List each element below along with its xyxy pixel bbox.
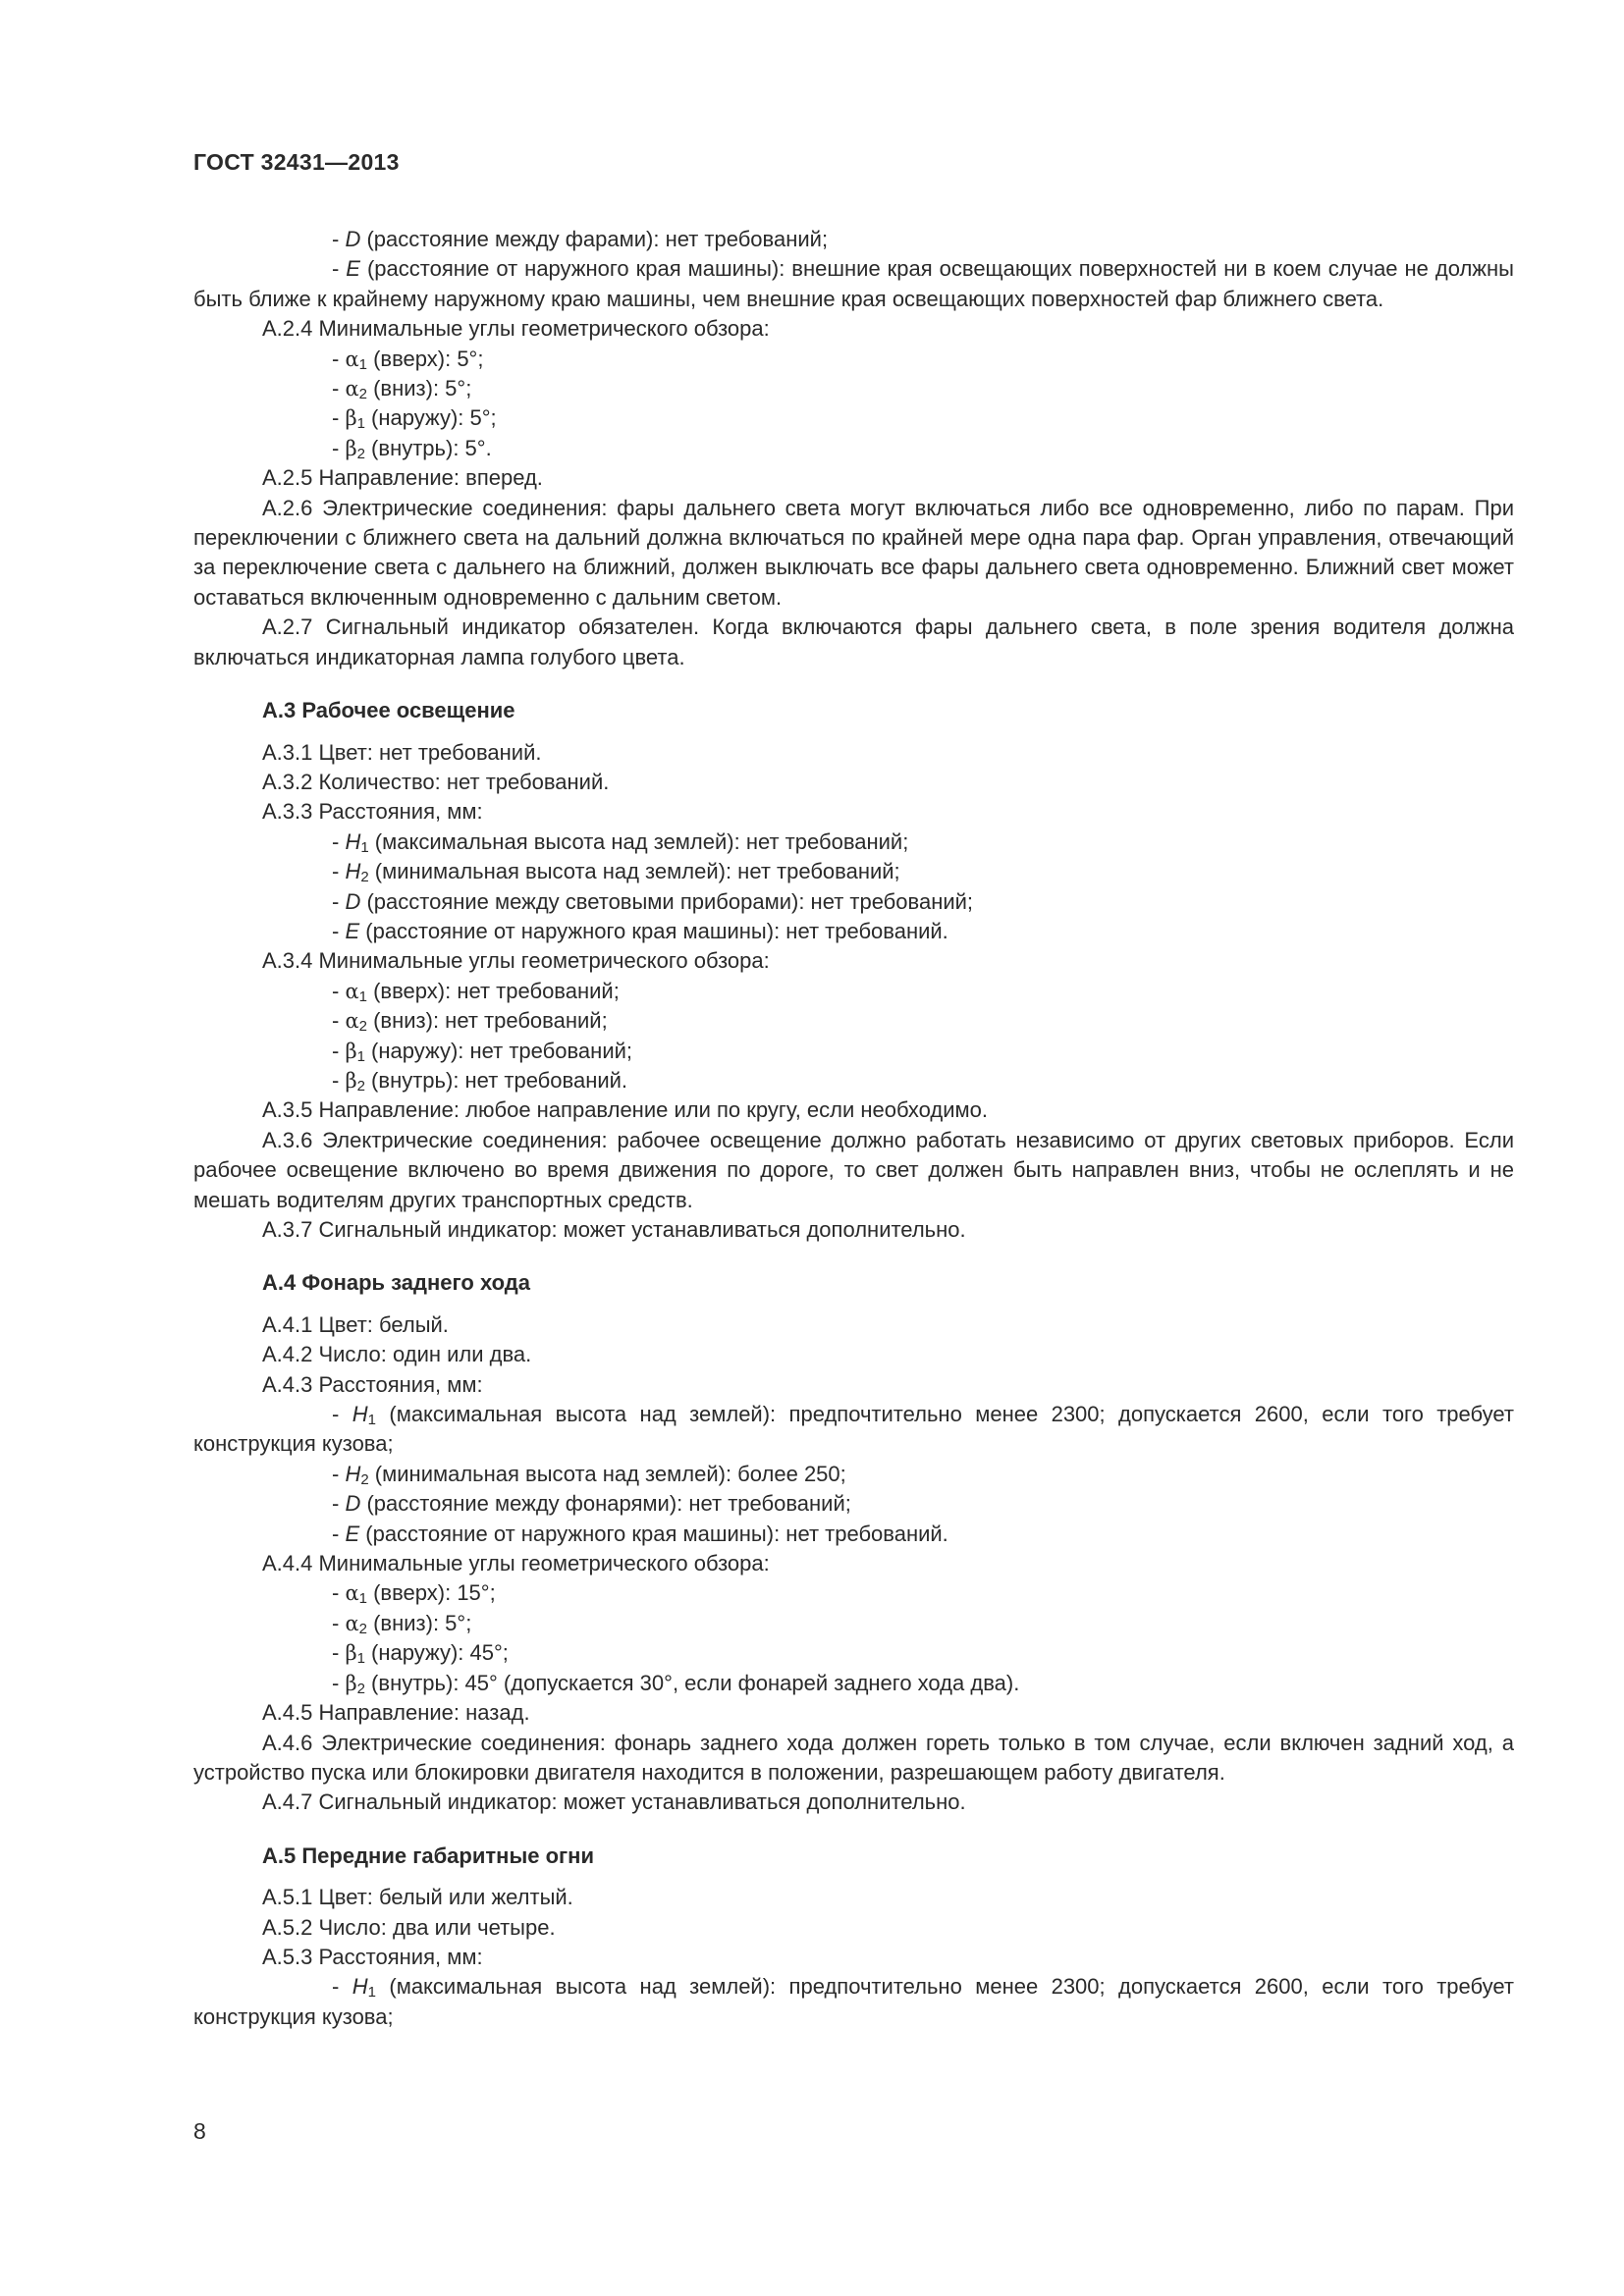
list-item-text: (максимальная высота над землей): предпочтительно менее 2300; допускается 2600, если того требует конструкция кузова; bbox=[193, 1402, 1514, 1457]
variable-symbol: E bbox=[346, 256, 360, 282]
section-heading: А.5 Передние габаритные огни bbox=[262, 1842, 594, 1868]
list-marker: - bbox=[332, 1067, 346, 1093]
list-marker: - bbox=[332, 1008, 346, 1034]
page-number: 8 bbox=[193, 2118, 206, 2144]
list-item-text: (наружу): 5°; bbox=[364, 405, 497, 431]
paragraph: А.3.4 Минимальные углы геометрического обзора: bbox=[262, 948, 770, 974]
list-item bbox=[193, 1972, 1514, 2032]
paragraph: А.4.3 Расстояния, мм: bbox=[262, 1371, 483, 1397]
greek-symbol: β bbox=[345, 1641, 357, 1666]
list-marker: - bbox=[332, 1580, 346, 1606]
list-item bbox=[193, 1520, 1514, 1549]
list-item bbox=[193, 1669, 1514, 1698]
greek-symbol: α bbox=[345, 1009, 359, 1034]
subscript-index: 1 bbox=[367, 1412, 376, 1429]
list-item bbox=[193, 225, 1514, 254]
greek-symbol: α bbox=[345, 979, 359, 1003]
list-marker: - bbox=[332, 346, 346, 371]
list-item-text: (наружу): нет требований; bbox=[364, 1038, 633, 1063]
subscript-index: 1 bbox=[367, 1984, 376, 2002]
list-marker: - bbox=[332, 1521, 346, 1546]
list-item-text: (вниз): 5°; bbox=[366, 376, 472, 401]
list-item bbox=[193, 345, 1514, 374]
greek-symbol: α bbox=[345, 1611, 359, 1635]
section-heading: А.3 Рабочее освещение bbox=[262, 698, 515, 723]
list-item bbox=[193, 1609, 1514, 1638]
paragraph: А.2.5 Направление: вперед. bbox=[262, 465, 543, 491]
greek-symbol: β bbox=[345, 1068, 357, 1093]
list-marker: - bbox=[332, 227, 346, 251]
list-marker: - bbox=[332, 256, 347, 282]
subscript-index: 2 bbox=[360, 869, 369, 886]
subscript-index: 2 bbox=[356, 1680, 365, 1697]
list-item-text: (минимальная высота над землей): более 250; bbox=[368, 1461, 846, 1486]
list-marker: - bbox=[332, 1402, 352, 1427]
subscript-index: 1 bbox=[356, 1047, 365, 1065]
variable-symbol: D bbox=[345, 1491, 361, 1517]
variable-symbol: H bbox=[352, 1974, 368, 2000]
list-item-text: (вверх): нет требований; bbox=[366, 978, 620, 1003]
list-marker: - bbox=[332, 1974, 352, 2000]
list-item-text: (внутрь): нет требований. bbox=[364, 1067, 628, 1093]
list-item bbox=[193, 1037, 1514, 1066]
list-marker: - bbox=[332, 1610, 346, 1635]
list-item-text: (максимальная высота над землей): нет требований; bbox=[368, 828, 909, 854]
paragraph: А.3.2 Количество: нет требований. bbox=[262, 769, 610, 794]
list-item-text: (расстояние от наружного края машины): внешние края освещающих поверхностей ни в коем случае не должны быть ближе к крайнему наружному краю машины, чем внешние края освещающих поверхностей фар ближнего света. bbox=[193, 256, 1514, 311]
list-item-text: (расстояние от наружного края машины): нет требований. bbox=[359, 918, 948, 943]
paragraph: А.4.5 Направление: назад. bbox=[262, 1700, 530, 1726]
list-item-text: (расстояние между фарами): нет требований; bbox=[360, 227, 829, 251]
paragraph: А.5.2 Число: два или четыре. bbox=[262, 1914, 556, 1940]
subscript-index: 2 bbox=[358, 386, 367, 403]
paragraph: А.2.7 Сигнальный индикатор обязателен. Когда включаются фары дальнего света, в поле зрения водителя должна включаться индикаторная лампа голубого цвета. bbox=[193, 614, 1514, 669]
greek-symbol: β bbox=[345, 1039, 357, 1063]
greek-symbol: α bbox=[345, 347, 359, 371]
variable-symbol: D bbox=[345, 888, 361, 914]
subscript-index: 2 bbox=[358, 1620, 367, 1637]
list-item bbox=[193, 434, 1514, 463]
paragraph: А.3.5 Направление: любое направление или по кругу, если необходимо. bbox=[262, 1097, 988, 1123]
paragraph: А.2.4 Минимальные углы геометрического обзора: bbox=[262, 316, 770, 342]
paragraph: А.3.6 Электрические соединения: рабочее освещение должно работать независимо от других световых приборов. Если рабочее освещение включено во время движения по дороге, то свет должен быть направлен вниз, чтобы не ослеплять и не мешать водителям других транспортных средств. bbox=[193, 1127, 1514, 1212]
list-item-text: (расстояние между фонарями): нет требований; bbox=[360, 1491, 851, 1517]
paragraph: А.4.1 Цвет: белый. bbox=[262, 1311, 449, 1337]
list-marker: - bbox=[332, 376, 346, 401]
list-item bbox=[193, 1489, 1514, 1519]
variable-symbol: H bbox=[352, 1402, 368, 1427]
subscript-index: 2 bbox=[356, 1077, 365, 1095]
list-marker: - bbox=[332, 1640, 346, 1666]
list-item-text: (вниз): нет требований; bbox=[366, 1008, 608, 1034]
variable-symbol: H bbox=[345, 828, 361, 854]
list-item-text: (расстояние между световыми приборами): нет требований; bbox=[360, 888, 974, 914]
paragraph: А.4.7 Сигнальный индикатор: может устанавливаться дополнительно. bbox=[262, 1789, 966, 1815]
list-item bbox=[193, 828, 1514, 857]
list-item bbox=[193, 403, 1514, 433]
subscript-index: 1 bbox=[358, 988, 367, 1005]
list-item bbox=[193, 977, 1514, 1006]
greek-symbol: β bbox=[345, 1671, 357, 1695]
list-item-text: (внутрь): 5°. bbox=[364, 435, 492, 460]
list-marker: - bbox=[332, 1670, 346, 1695]
list-item bbox=[193, 254, 1514, 314]
list-marker: - bbox=[332, 1038, 346, 1063]
greek-symbol: α bbox=[345, 1581, 359, 1606]
variable-symbol: D bbox=[345, 227, 361, 251]
greek-symbol: α bbox=[345, 377, 359, 401]
list-marker: - bbox=[332, 405, 346, 431]
subscript-index: 1 bbox=[358, 355, 367, 373]
list-marker: - bbox=[332, 918, 346, 943]
list-item-text: (наружу): 45°; bbox=[364, 1640, 509, 1666]
list-item bbox=[193, 1006, 1514, 1036]
list-marker: - bbox=[332, 1461, 346, 1486]
list-item bbox=[193, 1638, 1514, 1668]
paragraph: А.3.3 Расстояния, мм: bbox=[262, 799, 483, 825]
paragraph: А.3.7 Сигнальный индикатор: может устанавливаться дополнительно. bbox=[262, 1217, 966, 1242]
subscript-index: 1 bbox=[356, 1650, 365, 1668]
list-item bbox=[193, 1460, 1514, 1489]
subscript-index: 1 bbox=[360, 838, 369, 856]
list-marker: - bbox=[332, 828, 346, 854]
variable-symbol: H bbox=[345, 1461, 361, 1486]
list-item bbox=[193, 1066, 1514, 1095]
paragraph: А.4.2 Число: один или два. bbox=[262, 1342, 532, 1367]
paragraph: А.5.3 Расстояния, мм: bbox=[262, 1944, 483, 1969]
subscript-index: 2 bbox=[356, 445, 365, 462]
running-head: ГОСТ 32431—2013 bbox=[193, 149, 400, 175]
subscript-index: 1 bbox=[358, 1590, 367, 1608]
paragraph: А.5.1 Цвет: белый или желтый. bbox=[262, 1885, 573, 1910]
section-heading: А.4 Фонарь заднего хода bbox=[262, 1270, 530, 1296]
list-item bbox=[193, 1578, 1514, 1608]
greek-symbol: β bbox=[345, 406, 357, 431]
paragraph: А.3.1 Цвет: нет требований. bbox=[262, 739, 542, 765]
subscript-index: 1 bbox=[356, 415, 365, 433]
list-item bbox=[193, 374, 1514, 403]
list-marker: - bbox=[332, 859, 346, 884]
variable-symbol: E bbox=[345, 918, 360, 943]
variable-symbol: E bbox=[345, 1521, 360, 1546]
list-item-text: (максимальная высота над землей): предпочтительно менее 2300; допускается 2600, если того требует конструкция кузова; bbox=[193, 1974, 1514, 2029]
subscript-index: 2 bbox=[358, 1018, 367, 1036]
list-marker: - bbox=[332, 888, 346, 914]
list-item-text: (вниз): 5°; bbox=[366, 1610, 472, 1635]
list-item bbox=[193, 887, 1514, 917]
list-item-text: (расстояние от наружного края машины): нет требований. bbox=[359, 1521, 948, 1546]
variable-symbol: H bbox=[345, 859, 361, 884]
list-item bbox=[193, 857, 1514, 886]
list-item bbox=[193, 917, 1514, 946]
list-item-text: (внутрь): 45° (допускается 30°, если фонарей заднего хода два). bbox=[364, 1670, 1020, 1695]
paragraph: А.2.6 Электрические соединения: фары дальнего света могут включаться либо все одновременно, либо по парам. При переключении с ближнего света на дальний должна включаться по крайней мере одна пара фар. Орган управления, отвечающий за переключение света с дальнего на ближний, должен выключать все фары дальнего света одновременно. Ближний свет может оставаться включенным одновременно с дальним светом. bbox=[193, 495, 1514, 610]
list-marker: - bbox=[332, 978, 346, 1003]
greek-symbol: β bbox=[345, 436, 357, 460]
document-body bbox=[193, 225, 1514, 2032]
list-marker: - bbox=[332, 435, 346, 460]
list-item bbox=[193, 1400, 1514, 1460]
paragraph: А.4.4 Минимальные углы геометрического обзора: bbox=[262, 1551, 770, 1576]
list-item-text: (вверх): 15°; bbox=[366, 1580, 496, 1606]
list-item-text: (минимальная высота над землей): нет требований; bbox=[368, 859, 900, 884]
paragraph: А.4.6 Электрические соединения: фонарь заднего хода должен гореть только в том случае, если включен задний ход, а устройство пуска или блокировки двигателя находится в положении, разрешающем работу двигателя. bbox=[193, 1730, 1514, 1785]
subscript-index: 2 bbox=[360, 1470, 369, 1488]
list-marker: - bbox=[332, 1491, 346, 1517]
list-item-text: (вверх): 5°; bbox=[366, 346, 484, 371]
